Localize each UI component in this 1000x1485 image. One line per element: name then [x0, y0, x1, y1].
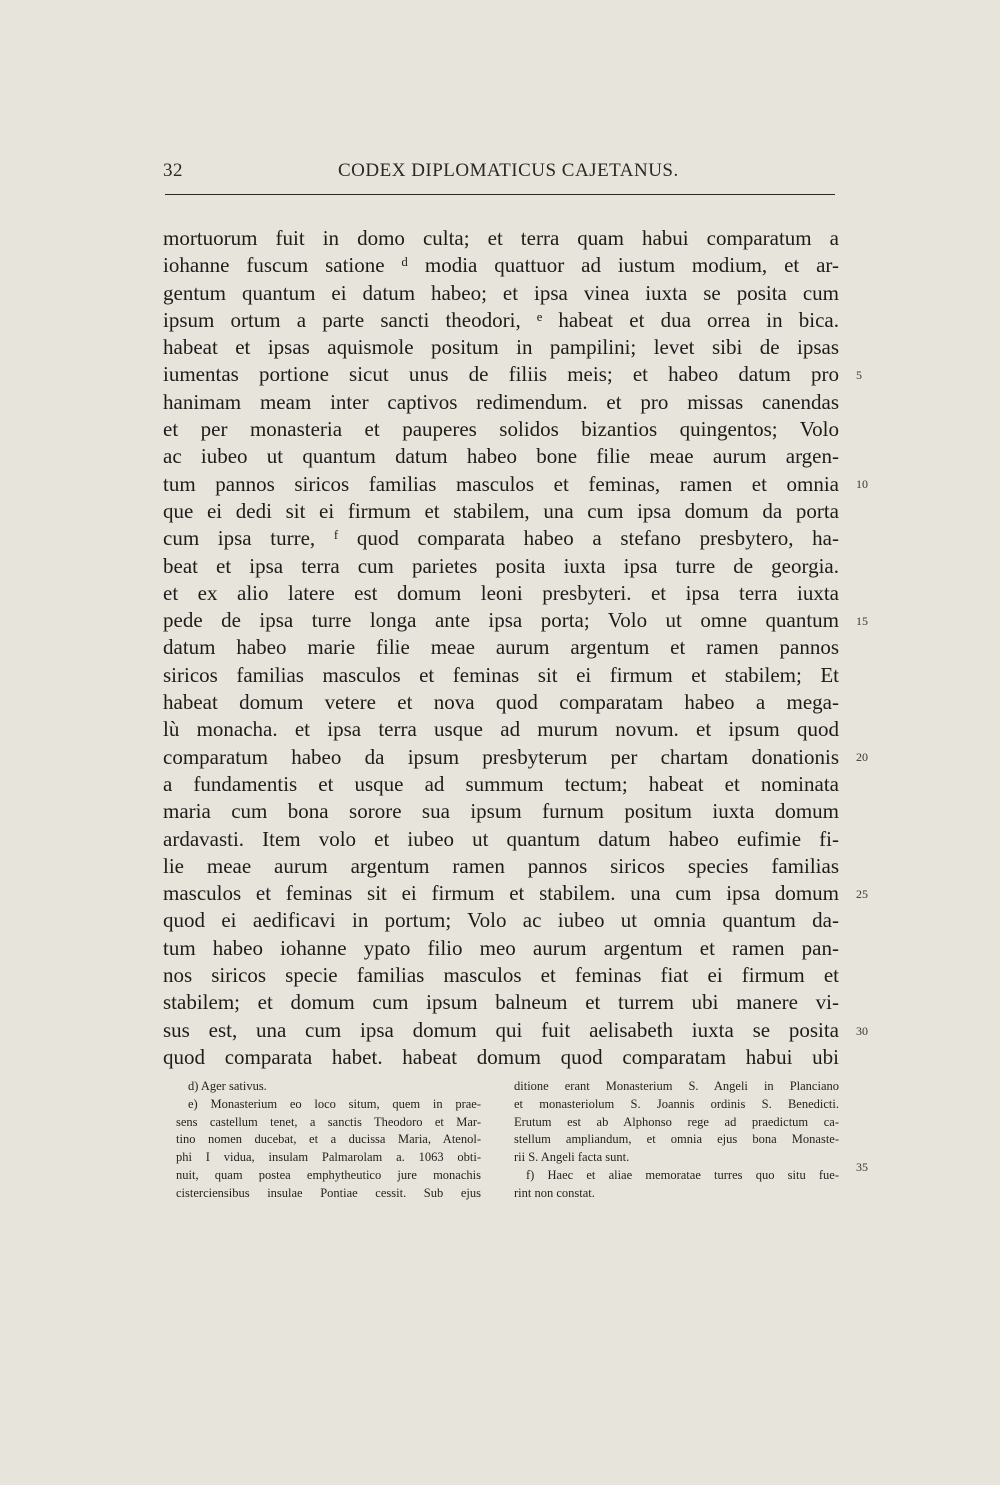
header-rule	[165, 194, 835, 195]
line-number-10: 10	[856, 477, 868, 491]
footnote-line: rint non constat.	[514, 1185, 595, 1200]
text-line: nos siricos specie familias masculos et feminas fiat ei firmum et	[163, 963, 839, 988]
text-line: a fundamentis et usque ad summum tectum; habeat et nominata	[163, 771, 839, 796]
footnote-line: phi I vidua, insulam Palmarolam a. 1063 obti-	[176, 1150, 481, 1165]
text-line: iumentas portione sicut unus de filiis meis; et habeo datum pro	[163, 362, 839, 387]
text-line: que ei dedi sit ei firmum et stabilem, una cum ipsa domum da porta	[163, 498, 839, 523]
running-header	[163, 160, 835, 190]
line-number-35: 35	[856, 1160, 868, 1174]
line-number-25: 25	[856, 887, 868, 901]
footnote-line: f) Haec et aliae memoratae turres quo situ fue-	[526, 1167, 839, 1182]
line-number-5: 5	[856, 368, 862, 382]
text-line: tum habeo iohanne ypato filio meo aurum argentum et ramen pan-	[163, 935, 839, 960]
page-number: 32	[163, 160, 183, 181]
text-line: et per monasteria et pauperes solidos bizantios quingentos; Volo	[163, 417, 839, 442]
text-line: ipsum ortum a parte sancti theodori, ᵉ habeat et dua orrea in bica.	[163, 307, 839, 332]
text-line: ardavasti. Item volo et iubeo ut quantum datum habeo eufimie fi-	[163, 826, 839, 851]
footnote-line: et monasteriolum S. Joannis ordinis S. Benedicti.	[514, 1096, 839, 1111]
footnote-line: cisterciensibus insulae Pontiae cessit. Sub ejus	[176, 1185, 481, 1200]
text-line: lie meae aurum argentum ramen pannos siricos species familias	[163, 853, 839, 878]
footnotes-left-column	[176, 1078, 481, 1203]
text-line: quod ei aedificavi in portum; Volo ac iubeo ut omnia quantum da-	[163, 908, 839, 933]
footnote-line: stellum ampliandum, et omnia ejus bona Monaste-	[514, 1132, 839, 1147]
line-number-30: 30	[856, 1024, 868, 1038]
text-line: beat et ipsa terra cum parietes posita iuxta ipsa turre de georgia.	[163, 553, 839, 578]
text-line: et ex alio latere est domum leoni presbyteri. et ipsa terra iuxta	[163, 580, 839, 605]
text-line: cum ipsa turre, ᶠ quod comparata habeo a stefano presbytero, ha-	[163, 526, 839, 551]
text-line: siricos familias masculos et feminas sit ei firmum et stabilem; Et	[163, 662, 839, 687]
footnote-line: ditione erant Monasterium S. Angeli in Planciano	[514, 1079, 839, 1093]
running-title: CODEX DIPLOMATICUS CAJETANUS.	[338, 160, 679, 181]
text-line: tum pannos siricos familias masculos et feminas, ramen et omnia	[163, 471, 839, 496]
main-text-block	[163, 225, 839, 1071]
text-line: stabilem; et domum cum ipsum balneum et turrem ubi manere vi-	[163, 990, 839, 1015]
text-line: habeat domum vetere et nova quod comparatam habeo a mega-	[163, 690, 839, 715]
text-line: masculos et feminas sit ei firmum et stabilem. una cum ipsa domum	[163, 881, 839, 906]
footnote-line: d) Ager sativus.	[188, 1079, 267, 1093]
text-line: quod comparata habet. habeat domum quod comparatam habui ubi	[163, 1044, 839, 1069]
line-number-15: 15	[856, 614, 868, 628]
footnotes-right-column	[514, 1078, 839, 1203]
text-line: sus est, una cum ipsa domum qui fuit aelisabeth iuxta se posita	[163, 1017, 839, 1042]
text-line: datum habeo marie filie meae aurum argentum et ramen pannos	[163, 635, 839, 660]
text-line: hanimam meam inter captivos redimendum. et pro missas canendas	[163, 389, 839, 414]
text-line: gentum quantum ei datum habeo; et ipsa vinea iuxta se posita cum	[163, 280, 839, 305]
footnote-line: tino nomen ducebat, et a ducissa Maria, Atenol-	[176, 1132, 481, 1147]
text-line: mortuorum fuit in domo culta; et terra quam habui comparatum a	[163, 226, 839, 250]
footnote-line: sens castellum tenet, a sanctis Theodoro et Mar-	[176, 1114, 481, 1129]
footnote-line: rii S. Angeli facta sunt.	[514, 1150, 630, 1165]
text-line: iohanne fuscum satione ᵈ modia quattuor ad iustum modium, et ar-	[163, 253, 839, 278]
text-line: habeat et ipsas aquismole positum in pampilini; levet sibi de ipsas	[163, 335, 839, 360]
text-line: maria cum bona sorore sua ipsum furnum positum iuxta domum	[163, 799, 839, 824]
text-line: ac iubeo ut quantum datum habeo bone filie meae aurum argen-	[163, 444, 839, 469]
text-line: comparatum habeo da ipsum presbyterum per chartam donationis	[163, 744, 839, 769]
footnote-line: nuit, quam postea emphytheutico jure monachis	[176, 1167, 481, 1182]
text-line: pede de ipsa turre longa ante ipsa porta; Volo ut omne quantum	[163, 608, 839, 633]
line-number-20: 20	[856, 750, 868, 764]
footnote-line: e) Monasterium eo loco situm, quem in prae-	[188, 1096, 481, 1111]
text-line: lù monacha. et ipsa terra usque ad murum novum. et ipsum quod	[163, 717, 839, 742]
footnote-line: Erutum est ab Alphonso rege ad praedictum ca-	[514, 1114, 839, 1129]
